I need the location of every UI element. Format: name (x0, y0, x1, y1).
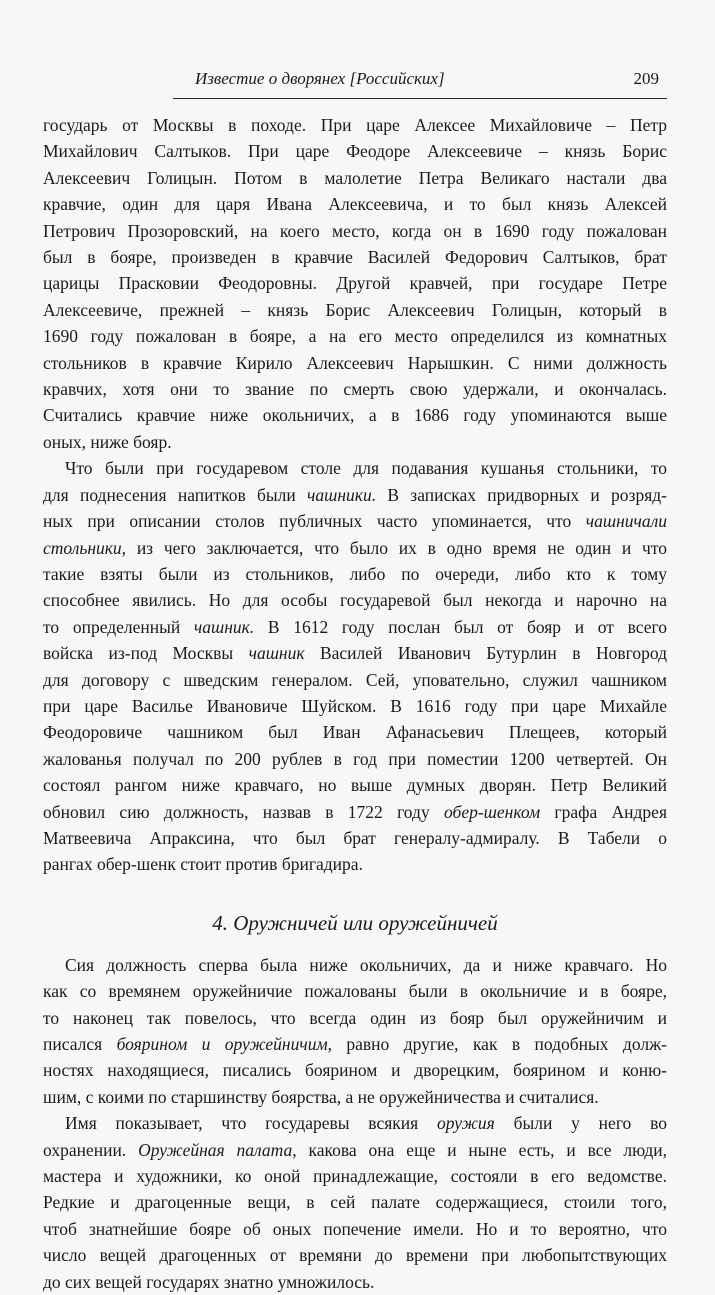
text-line: Что были при государевом столе для подавания кушанья стольники, то (65, 458, 667, 479)
text-line: Матвеевича Апраксина, что был брат генералу-адмиралу. В Табели о (43, 827, 667, 848)
text-line: то определенный чашник. В 1612 году послан был от бояр и от всего (43, 616, 667, 637)
paragraph (43, 455, 667, 878)
text-line: стольники, из чего заключается, что было их в одно время не один и что (43, 537, 667, 558)
text-line: войска из-под Москвы чашник Василей Иванович Бутурлин в Новгород (43, 643, 667, 664)
italic-term: Оружейная палата, (138, 1139, 297, 1160)
paragraph (43, 952, 667, 1110)
text-line: Петрович Прозоровский, на коего место, когда он в 1690 году пожалован (43, 220, 667, 241)
text-line: охранении. Оружейная палата, какова она еще и ныне есть, и все люди, (43, 1139, 667, 1160)
text-line: стольников в кравчие Кирило Алексеевич Нарышкин. С ними должность (43, 352, 667, 373)
text-line: для договору с шведским генералом. Сей, уповательно, служил чашником (43, 669, 667, 690)
text-line: жалованья получал по 200 рублев в год при поместии 1200 четвертей. Он (43, 748, 667, 769)
running-header (173, 60, 667, 99)
text-line: Считались кравчие ниже окольничих, а в 1686 году упоминаются выше (43, 405, 667, 426)
text-line: кравчих, хотя они то звание по смерть свою удержали, и окончалась. (43, 379, 667, 400)
page-body (43, 112, 667, 1295)
italic-term: чашничали (585, 511, 667, 532)
paragraph (43, 1110, 667, 1295)
italic-term: обер-шенком (444, 801, 541, 822)
text-line: кравчие, один для царя Ивана Алексеевича, и то был князь Алексей (43, 194, 667, 215)
text-line: Имя показывает, что государевы всякия оружия были у него во (65, 1113, 667, 1134)
text-line: рангах обер-шенк стоит против бригадира. (43, 854, 363, 875)
text-line: Алексеевич Голицын. Потом в малолетие Петра Великаго настали два (43, 167, 667, 188)
text-line: Феодоровиче чашником был Иван Афанасьевич Плещеев, который (43, 722, 667, 743)
text-line: обновил сию должность, назвав в 1722 году обер-шенком графа Андрея (43, 801, 667, 822)
text-line: шим, с коими по старшинству боярства, а не оружейничества и считалися. (43, 1086, 599, 1107)
text-line: царицы Прасковии Феодоровны. Другой кравчей, при государе Петре (43, 273, 667, 294)
text-line: писался боярином и оружейничим, равно другие, как в подобных долж- (43, 1034, 667, 1054)
text-line: Редкие и драгоценные вещи, в сей палате содержащиеся, стоили того, (43, 1192, 667, 1213)
section-heading: 4. Оружничей или оружейничей (212, 910, 498, 935)
italic-term: чашники. (307, 484, 377, 505)
running-title: Известие о дворянех [Российских] (195, 69, 445, 88)
text-line: ных при описании столов публичных часто упоминается, что чашничали (43, 511, 667, 532)
italic-term: боярином и оружейничим, (116, 1034, 333, 1054)
text-line: был в бояре, произведен в кравчие Василей Федорович Салтыков, брат (43, 247, 667, 268)
text-line: мастера и художники, ко оной принадлежащие, состояли в его ведомстве. (43, 1166, 667, 1187)
paragraph (43, 112, 667, 455)
italic-term: чашник. (193, 616, 255, 637)
text-line: то наконец так повелось, что всегда один из бояр был оружейничим и (43, 1007, 667, 1028)
text-line: оных, ниже бояр. (43, 431, 172, 452)
text-line: Михайлович Салтыков. При царе Феодоре Алексеевиче – князь Борис (43, 141, 667, 162)
text-line: способнее явились. Но для особы государевой был некогда и нарочно на (43, 590, 667, 611)
italic-term: чашник (248, 643, 305, 664)
italic-term: оружия (437, 1113, 495, 1134)
text-line: как со времянем оружейничие пожалованы были в окольничие и в бояре, (43, 981, 667, 1002)
text-line: 1690 году пожалован в бояре, а на его место определился из комнатных (43, 326, 667, 347)
text-line: до сих вещей государях знатно умножилось. (43, 1271, 375, 1292)
text-line: такие взяты были из стольников, либо по очереди, либо кто к тому (43, 563, 667, 584)
text-line: для поднесения напитков были чашники. В записках придворных и розряд- (43, 484, 667, 505)
text-line: ностях находящиеся, писались боярином и дворецким, боярином и коню- (43, 1060, 667, 1081)
text-line: чтоб знатнейшие бояре об оных попечение имели. Но и то вероятно, что (43, 1218, 667, 1239)
text-line: состоял рангом ниже кравчаго, но выше думных дворян. Петр Великий (43, 775, 667, 796)
text-line: число вещей драгоценных от времяни до времени при любопытствующих (43, 1245, 667, 1266)
text-line: Алексеевиче, прежней – князь Борис Алексеевич Голицын, который в (43, 299, 667, 320)
text-line: государь от Москвы в походе. При царе Алексее Михайловиче – Петр (43, 115, 667, 135)
page-number: 209 (633, 69, 659, 88)
text-line: Сия должность сперва была ниже окольничих, да и ниже кравчаго. Но (65, 954, 667, 975)
italic-term: стольники, (43, 537, 127, 558)
text-line: при царе Василье Ивановиче Шуйском. В 1616 году при царе Михайле (43, 695, 667, 716)
